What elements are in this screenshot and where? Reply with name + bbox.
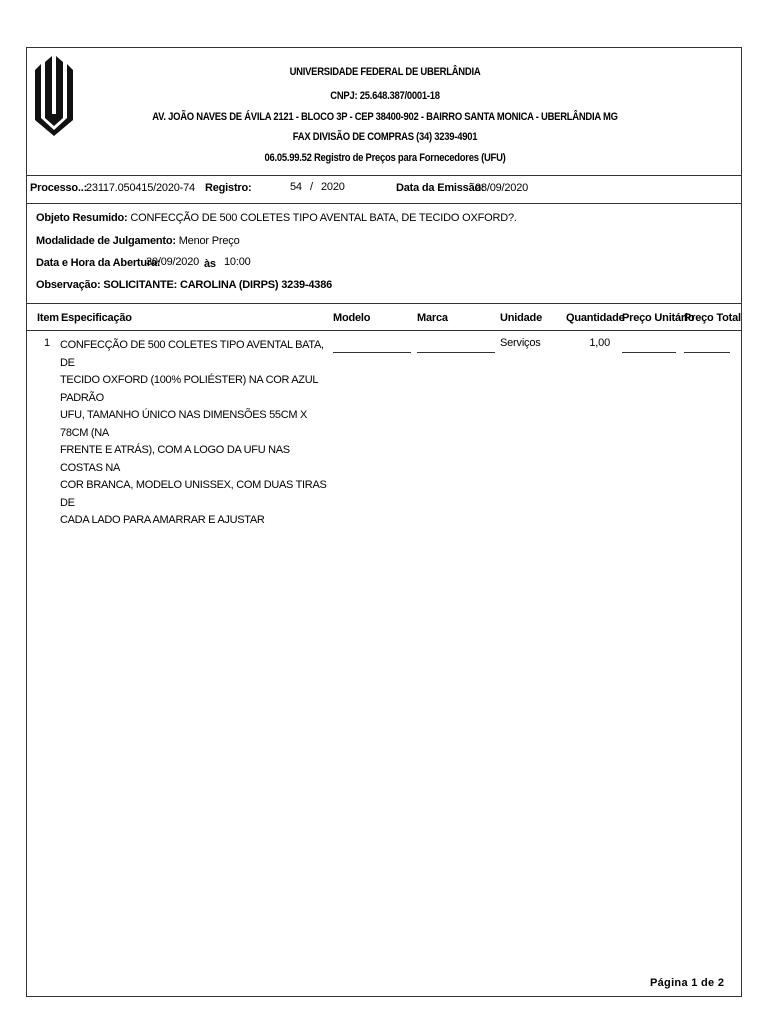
page-current: 1 bbox=[691, 977, 698, 989]
col-header-especificacao: Especificação bbox=[61, 312, 132, 324]
modalidade-label: Modalidade de Julgamento: bbox=[36, 235, 176, 247]
col-header-preco-total: Preço Total bbox=[684, 312, 741, 324]
registro-number: 54 bbox=[290, 181, 302, 193]
abertura-date: 30/09/2020 bbox=[146, 256, 200, 268]
fax: FAX DIVISÃO DE COMPRAS (34) 3239-4901 bbox=[292, 131, 478, 143]
details-divider bbox=[26, 303, 742, 304]
preco-total-blank bbox=[684, 352, 730, 353]
row-unidade: Serviços bbox=[500, 337, 541, 349]
objeto-line bbox=[36, 212, 517, 224]
modelo-blank bbox=[333, 352, 411, 353]
col-header-quantidade: Quantidade bbox=[566, 312, 625, 324]
preco-unitario-blank bbox=[622, 352, 676, 353]
abertura-label: Data e Hora da Abertura: bbox=[36, 257, 161, 269]
cnpj: CNPJ: 25.648.387/0001-18 bbox=[330, 90, 440, 102]
page-number bbox=[650, 977, 724, 989]
meta-divider bbox=[26, 203, 742, 204]
col-header-unidade: Unidade bbox=[500, 312, 542, 324]
emissao-value: 28/09/2020 bbox=[475, 182, 529, 194]
observacao-line bbox=[36, 279, 332, 291]
row-quantidade: 1,00 bbox=[589, 337, 610, 349]
address: AV. JOÃO NAVES DE ÁVILA 2121 - BLOCO 3P - CEP 38400-902 - BAIRRO SANTA MONICA - UBERLÂNDIA MG bbox=[152, 111, 618, 123]
processo-label: Processo..: bbox=[30, 182, 88, 194]
header-divider bbox=[26, 175, 742, 176]
objeto-label: Objeto Resumido: bbox=[36, 212, 128, 224]
emissao-label: Data da Emissão: bbox=[396, 182, 485, 194]
registro-separator: / bbox=[310, 181, 313, 193]
page-label: Página bbox=[650, 977, 688, 989]
processo-value: 23117.050415/2020-74 bbox=[86, 182, 195, 194]
page-of: de bbox=[701, 977, 715, 989]
abertura-time: 10:00 bbox=[224, 256, 251, 268]
registro-label: Registro: bbox=[205, 182, 252, 194]
page-total: 2 bbox=[717, 977, 725, 989]
col-header-preco-unitario: Preço Unitário bbox=[622, 312, 695, 324]
marca-blank bbox=[417, 352, 495, 353]
modalidade-line bbox=[36, 235, 240, 247]
col-header-modelo: Modelo bbox=[333, 312, 371, 324]
table-header-divider bbox=[26, 330, 742, 331]
col-header-item: Item bbox=[37, 312, 59, 324]
col-header-marca: Marca bbox=[417, 312, 448, 324]
modalidade-value: Menor Preço bbox=[178, 235, 240, 247]
registro-year: 2020 bbox=[321, 181, 345, 193]
registry-title: 06.05.99.52 Registro de Preços para Fornecedores (UFU) bbox=[264, 152, 506, 164]
observacao-label: Observação: bbox=[36, 279, 101, 291]
observacao-value: SOLICITANTE: CAROLINA (DIRPS) 3239-4386 bbox=[103, 279, 333, 291]
institution-name: UNIVERSIDADE FEDERAL DE UBERLÂNDIA bbox=[289, 66, 481, 78]
objeto-value: CONFECÇÃO DE 500 COLETES TIPO AVENTAL BATA, DE TECIDO OXFORD?. bbox=[130, 212, 517, 224]
row-especificacao: CONFECÇÃO DE 500 COLETES TIPO AVENTAL BATA, DE TECIDO OXFORD (100% POLIÉSTER) NA COR AZUL PADRÃO UFU, TAMANHO ÚNICO NAS DIMENSÕES 55CM X 78CM (NA FRENTE E ATRÁS), COM A LOGO DA UFU NAS COSTAS NA COR BRANCA, MODELO UNISSEX, COM DUAS TIRAS DE CADA LADO PARA AMARRAR E AJUSTAR bbox=[60, 339, 327, 526]
row-item-number: 1 bbox=[44, 337, 50, 349]
abertura-as: às bbox=[204, 258, 216, 270]
